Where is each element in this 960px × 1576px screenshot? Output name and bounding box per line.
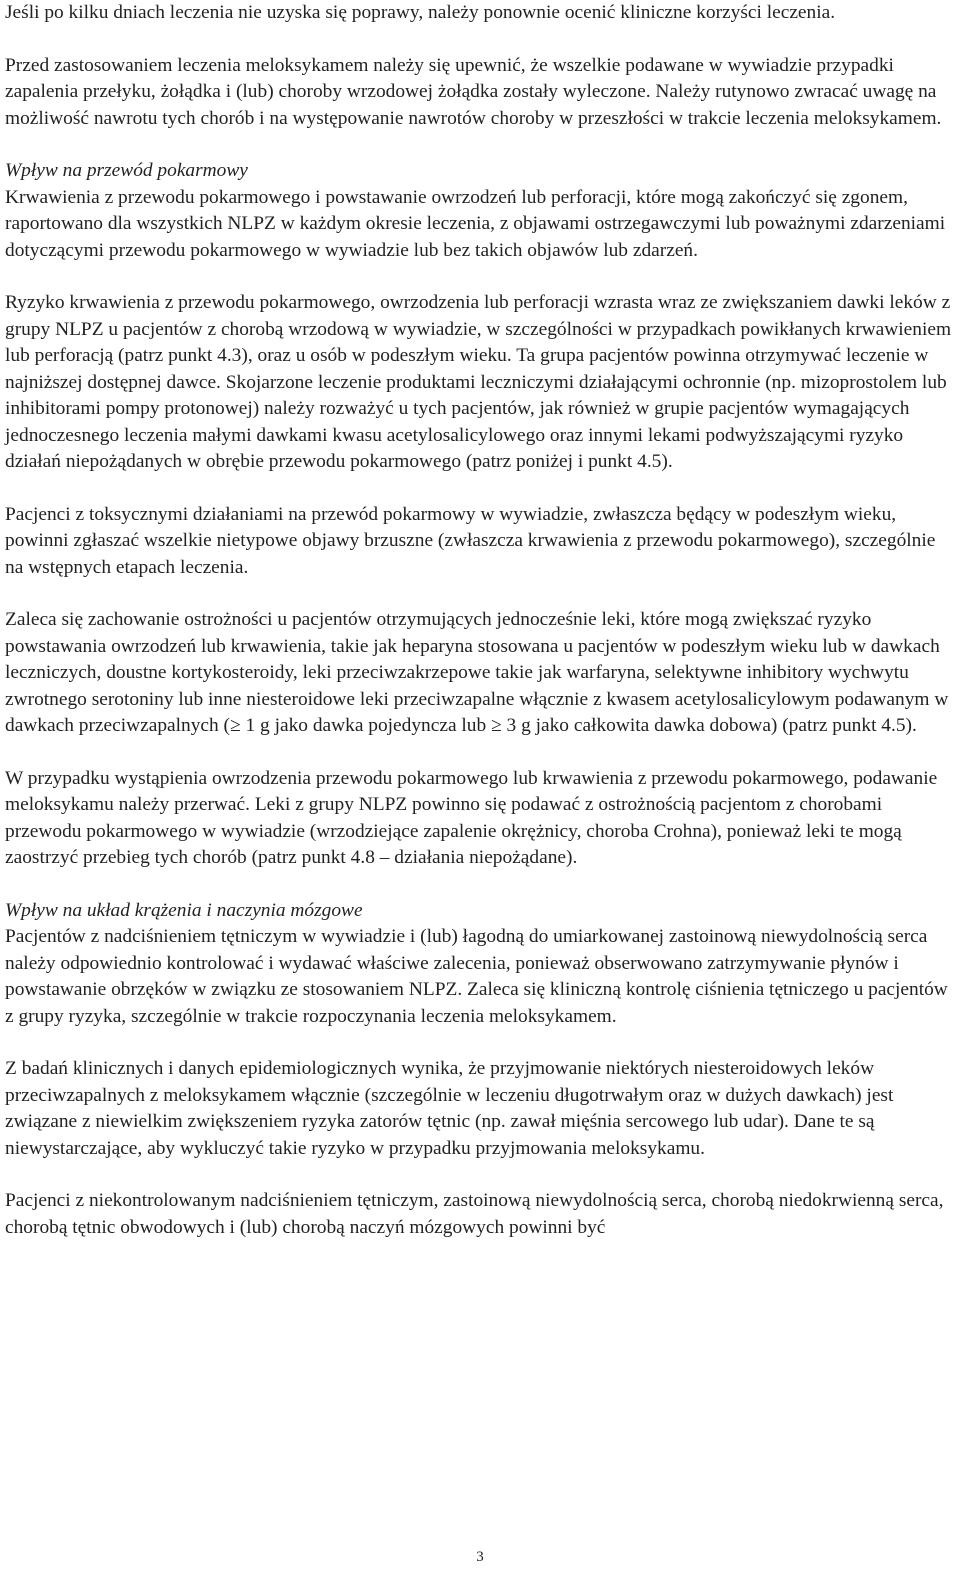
section-heading-gi: Wpływ na przewód pokarmowy [5,160,248,181]
paragraph-gi-toxicity: Pacjenci z toksycznymi działaniami na przewód pokarmowy w wywiadzie, zwłaszcza będący w podeszłym wieku, powinni zgłaszać wszelkie nietypowe objawy brzuszne (zwłaszcza krwawienia z przewodu pokarmowego), szczególnie na wstępnych etapach leczenia. [5,503,936,578]
paragraph-gi-bleeding: Krwawienia z przewodu pokarmowego i powstawanie owrzodzeń lub perforacji, które mogą zakończyć się zgonem, raportowano dla wszystkich NLPZ w każdym okresie leczenia, z objawami ostrzegawczymi lub poważnymi zdarzeniami dotyczącymi przewodu pokarmowego w wywiadzie lub bez takich objawów lub zdarzeń. [5,186,946,261]
document-page [5,0,955,1241]
paragraph-reassess: Jeśli po kilku dniach leczenia nie uzyska się poprawy, należy ponownie ocenić kliniczne korzyści leczenia. [5,2,836,23]
paragraph-caution: Zaleca się zachowanie ostrożności u pacjentów otrzymujących jednocześnie leki, które mogą zwiększać ryzyko powstawania owrzodzeń lub krwawienia, takie jak heparyna stosowana u pacjentów w podeszłym wieku lub w dawkach leczniczych, doustne kortykosteroidy, leki przeciwzakrzepowe takie jak warfaryna, selektywne inhibitory wychwytu zwrotnego serotoniny lub inne niesteroidowe leki przeciwzapalne włącznie z kwasem acetylosalicylowym podawanym w dawkach przeciwzapalnych (≥ 1 g jako dawka pojedyncza lub ≥ 3 g jako całkowita dawka dobowa) (patrz punkt 4.5). [5,609,949,736]
paragraph-thrombotic-risk: Z badań klinicznych i danych epidemiologicznych wynika, że przyjmowanie niektórych niesteroidowych leków przeciwzapalnych z meloksykamem włącznie (szczególnie w leczeniu długotrwałym oraz w dużych dawkach) jest związane z niewielkim zwiększeniem ryzyka zatorów tętnic (np. zawał mięśnia sercowego lub udar). Dane te są niewystarczające, aby wykluczyć takie ryzyko w przypadku przyjmowania meloksykamu. [5,1058,894,1159]
page-number: 3 [476,1549,484,1565]
paragraph-hypertension: Pacjentów z nadciśnieniem tętniczym w wywiadzie i (lub) łagodną do umiarkowanej zastoinową niewydolnością serca należy odpowiednio kontrolować i wydawać właściwe zalecenia, ponieważ obserwowano zatrzymywanie płynów i powstawanie obrzęków w związku ze stosowaniem NLPZ. Zaleca się kliniczną kontrolę ciśnienia tętniczego u pacjentów z grupy ryzyka, szczególnie w trakcie rozpoczynania leczenia meloksykamem. [5,926,948,1027]
paragraph-uncontrolled-hypertension: Pacjenci z niekontrolowanym nadciśnieniem tętniczym, zastoinową niewydolnością serca, chorobą niedokrwienną serca, chorobą tętnic obwodowych i (lub) chorobą naczyń mózgowych powinni być [5,1190,944,1238]
section-heading-cardiovascular: Wpływ na układ krążenia i naczynia mózgowe [5,899,363,921]
paragraph-gi-risk: Ryzyko krwawienia z przewodu pokarmowego, owrzodzenia lub perforacji wzrasta wraz ze zwiększaniem dawki leków z grupy NLPZ u pacjentów z chorobą wrzodową w wywiadzie, w szczególności w przypadkach powikłanych krwawieniem lub perforacją (patrz punkt 4.3), oraz u osób w podeszłym wieku. Ta grupa pacjentów powinna otrzymywać leczenie w najniższej dostępnej dawce. Skojarzone leczenie produktami leczniczymi działającymi ochronnie (np. mizoprostolem lub inhibitorami pompy protonowej) należy rozważyć u tych pacjentów, jak również w grupie pacjentów wymagających jednoczesnego leczenia małymi dawkami kwasu acetylosalicylowego oraz innymi lekami podwyższającymi ryzyko działań niepożądanych w obrębie przewodu pokarmowego (patrz poniżej i punkt 4.5). [5,292,952,472]
paragraph-discontinue: W przypadku wystąpienia owrzodzenia przewodu pokarmowego lub krwawienia z przewodu pokarmowego, podawanie meloksykamu należy przerwać. Leki z grupy NLPZ powinno się podawać z ostrożnością pacjentom z chorobami przewodu pokarmowego w wywiadzie (wrzodziejące zapalenie okrężnicy, choroba Crohna), ponieważ leki te mogą zaostrzyć przebieg tych chorób (patrz punkt 4.8 – działania niepożądane). [5,767,938,868]
paragraph-pre-treatment: Przed zastosowaniem leczenia meloksykamem należy się upewnić, że wszelkie podawane w wywiadzie przypadki zapalenia przełyku, żołądka i (lub) choroby wrzodowej żołądka zostały wyleczone. Należy rutynowo zwracać uwagę na możliwość nawrotu tych chorób i na występowanie nawrotów choroby w przeszłości w trakcie leczenia meloksykamem. [5,54,942,129]
